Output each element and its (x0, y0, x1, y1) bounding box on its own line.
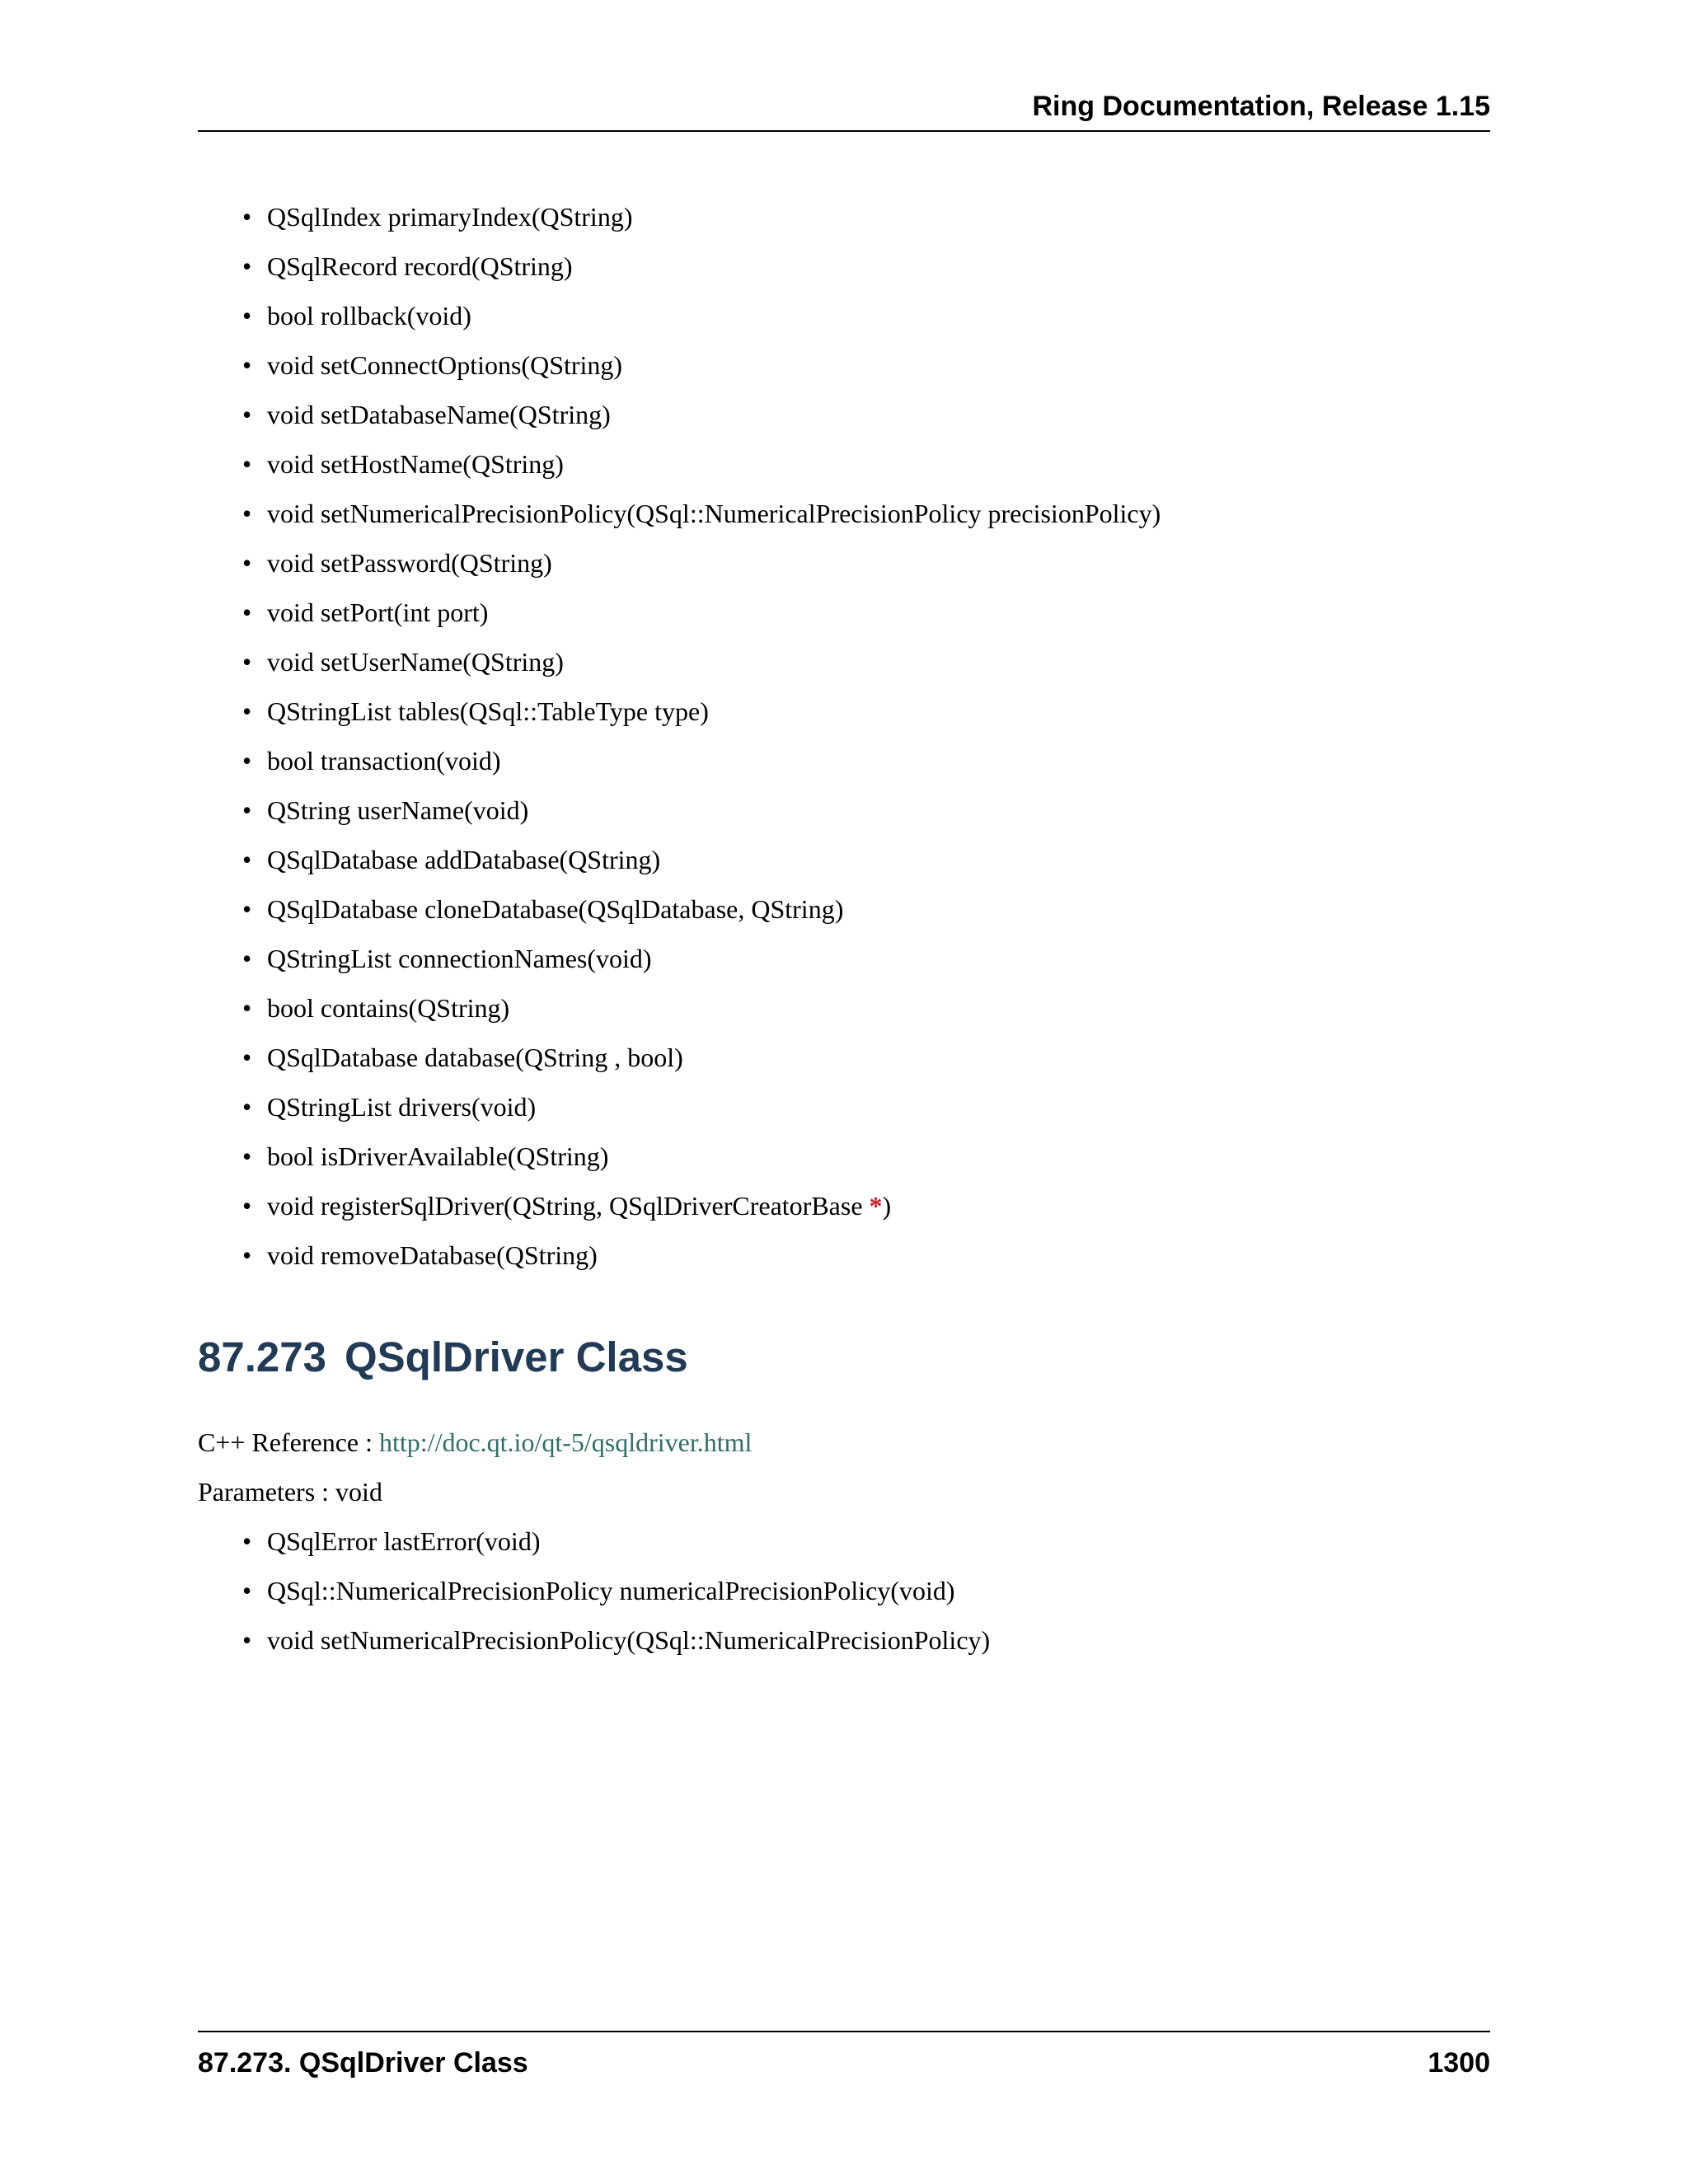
method-item (0, 390, 1160, 439)
method-signature: bool contains(QString) (267, 993, 510, 1023)
bullet-icon: • (242, 1576, 252, 1605)
method-item (0, 1033, 1160, 1082)
method-item (0, 588, 1160, 637)
method-signature: QStringList connectionNames(void) (267, 944, 652, 973)
method-item (0, 1615, 990, 1665)
bullet-icon: • (242, 548, 252, 578)
method-item (0, 835, 1160, 884)
bullet-icon: • (242, 350, 252, 380)
method-signature: void setUserName(QString) (267, 647, 564, 677)
bullet-icon: • (242, 746, 252, 776)
method-item (0, 1516, 990, 1566)
bullet-icon: • (242, 449, 252, 479)
method-item (0, 934, 1160, 983)
method-signature: bool isDriverAvailable(QString) (267, 1141, 609, 1171)
method-signature: void setHostName(QString) (267, 449, 564, 479)
parameters-text: Parameters : void (198, 1477, 382, 1507)
method-item (0, 489, 1160, 538)
method-list-qsqldatabase (0, 192, 1160, 1280)
section-title: QSqlDriver Class (345, 1333, 688, 1380)
reference-label: C++ Reference : (198, 1427, 379, 1457)
bullet-icon: • (242, 1043, 252, 1072)
method-signature: QSql::NumericalPrecisionPolicy numericalPrecisionPolicy(void) (267, 1576, 955, 1605)
method-signature: void setPort(int port) (267, 598, 489, 627)
method-item (0, 1132, 1160, 1181)
method-signature-prefix: void registerSqlDriver(QString, QSqlDriverCreatorBase (267, 1191, 870, 1221)
method-signature: QSqlDatabase database(QString , bool) (267, 1043, 683, 1072)
bullet-icon: • (242, 1191, 252, 1221)
method-item (0, 1181, 1160, 1230)
method-signature: void removeDatabase(QString) (267, 1240, 598, 1270)
section-number: 87.273 (198, 1333, 326, 1380)
method-signature: bool transaction(void) (267, 746, 501, 776)
method-item (0, 1566, 990, 1615)
method-item (0, 1082, 1160, 1132)
page-header (198, 92, 1490, 132)
bullet-icon: • (242, 1141, 252, 1171)
page-footer (198, 2031, 1490, 2080)
method-signature: void setConnectOptions(QString) (267, 350, 623, 380)
method-item (0, 884, 1160, 934)
bullet-icon: • (242, 598, 252, 627)
bullet-icon: • (242, 400, 252, 429)
reference-link[interactable]: http://doc.qt.io/qt-5/qsqldriver.html (379, 1427, 753, 1457)
bullet-icon: • (242, 894, 252, 924)
method-item (0, 736, 1160, 785)
header-title: Ring Documentation, Release 1.15 (1032, 91, 1490, 122)
method-signature: void setDatabaseName(QString) (267, 400, 611, 429)
method-item (0, 785, 1160, 835)
pointer-star: * (869, 1191, 883, 1221)
method-signature: QSqlIndex primaryIndex(QString) (267, 202, 633, 232)
method-signature: QSqlError lastError(void) (267, 1526, 541, 1556)
bullet-icon: • (242, 647, 252, 677)
bullet-icon: • (242, 1092, 252, 1122)
method-list-qsqldriver (0, 1516, 990, 1665)
method-signature-suffix: ) (882, 1191, 892, 1221)
bullet-icon: • (242, 499, 252, 528)
bullet-icon: • (242, 845, 252, 874)
bullet-icon: • (242, 301, 252, 330)
bullet-icon: • (242, 944, 252, 973)
bullet-icon: • (242, 993, 252, 1023)
method-signature: QString userName(void) (267, 795, 529, 825)
method-item (0, 192, 1160, 241)
method-signature: QStringList drivers(void) (267, 1092, 537, 1122)
method-signature: QSqlRecord record(QString) (267, 251, 573, 281)
page-number: 1300 (1428, 2047, 1490, 2079)
bullet-icon: • (242, 1625, 252, 1655)
method-signature: bool rollback(void) (267, 301, 471, 330)
method-item (0, 983, 1160, 1033)
bullet-icon: • (242, 1240, 252, 1270)
method-item (0, 439, 1160, 489)
method-item (0, 241, 1160, 291)
bullet-icon: • (242, 795, 252, 825)
method-signature: QSqlDatabase cloneDatabase(QSqlDatabase, QString) (267, 894, 844, 924)
method-item (0, 1230, 1160, 1280)
method-item (0, 291, 1160, 340)
method-signature: QSqlDatabase addDatabase(QString) (267, 845, 661, 874)
bullet-icon: • (242, 696, 252, 726)
method-signature: void setNumericalPrecisionPolicy(QSql::NumericalPrecisionPolicy precisionPolicy) (267, 499, 1161, 528)
footer-section-label: 87.273. QSqlDriver Class (198, 2047, 528, 2079)
method-signature: void setPassword(QString) (267, 548, 552, 578)
method-item (0, 538, 1160, 588)
method-item (0, 340, 1160, 390)
method-signature: void setNumericalPrecisionPolicy(QSql::NumericalPrecisionPolicy) (267, 1625, 991, 1655)
bullet-icon: • (242, 202, 252, 232)
method-item (0, 687, 1160, 736)
method-signature: QStringList tables(QSql::TableType type) (267, 696, 709, 726)
section-heading (198, 1329, 688, 1386)
bullet-icon: • (242, 251, 252, 281)
cpp-reference (198, 1418, 752, 1467)
bullet-icon: • (242, 1526, 252, 1556)
method-item (0, 637, 1160, 687)
